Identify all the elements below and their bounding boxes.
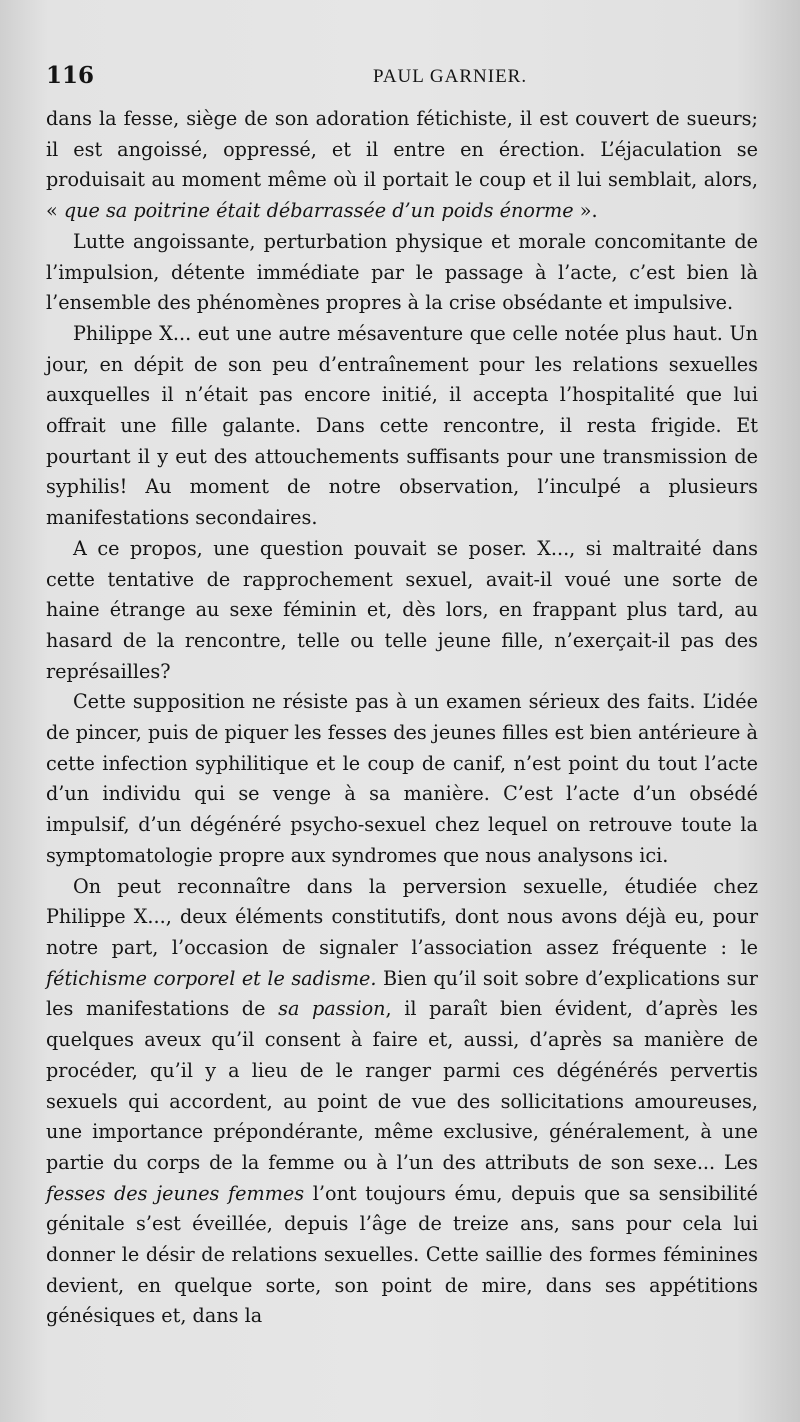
italic-run: que sa poitrine était débarrassée d’un poids énorme xyxy=(63,199,574,223)
italic-run: fesses des jeunes femmes xyxy=(46,1181,305,1205)
paragraph xyxy=(46,687,758,871)
page-header xyxy=(46,62,752,98)
paragraph xyxy=(46,319,758,534)
page-number: 116 xyxy=(46,62,95,89)
text-run: dans la fesse, siège de son adoration fétichiste, il est couvert de sueurs; il est angoissé, oppressé, et il entre en érection. L’éjaculation se produisait au moment même où il portait le coup et il lui semblait, alors, « xyxy=(46,107,758,223)
text-run: l’ont toujours ému, depuis que sa sensibilité génitale s’est éveillée, depuis l’âge de treize ans, sans pour cela lui donner le désir de relations sexuelles. Cette saillie des formes féminines devient, en quelque sorte, son point de mire, dans ses appétitions génésiques et, dans la xyxy=(46,1181,758,1328)
text-run: Cette supposition ne résiste pas à un examen sérieux des faits. L’idée de pincer, puis de piquer les fesses des jeunes filles est bien antérieure à cette infection syphilitique et le coup de canif, n’est point du tout l’acte d’un individu qui se venge à sa manière. C’est l’acte d’un obsédé impulsif, d’un dégénéré psycho-sexuel chez lequel on retrouve toute la symptomatologie propre aux syndromes que nous analysons ici. xyxy=(46,690,758,867)
running-head: PAUL GARNIER. xyxy=(373,66,528,87)
italic-run: fétichisme corporel et le sadisme. xyxy=(46,966,377,990)
text-run: Bien qu’il soit sobre d’explications sur les manifestations de xyxy=(46,966,758,1021)
text-run: Lutte angoissante, perturbation physique et morale concomitante de l’impulsion, détente immédiate par le passage à l’acte, c’est bien là l’ensemble des phénomènes propres à la crise obsédante et impulsive. xyxy=(46,229,758,315)
paragraph xyxy=(46,227,758,319)
text-run: On peut reconnaître dans la perversion sexuelle, étudiée chez Philippe X..., deux éléments constitutifs, dont nous avons déjà eu, pour notre part, l’occasion de signaler l’association assez fréquente : le xyxy=(46,874,758,959)
body-text xyxy=(46,104,758,1332)
paragraph xyxy=(46,872,758,1333)
text-run: Philippe X... eut une autre mésaventure que celle notée plus haut. Un jour, en dépit de son peu d’entraînement pour les relations sexuelles auxquelles il n’était pas encore initié, il accepta l’hospitalité que lui offrait une fille galante. Dans cette rencontre, il resta frigide. Et pourtant il y eut des attouchements suffisants pour une transmission de syphilis! Au moment de notre observation, l’inculpé a plusieurs manifestations secondaires. xyxy=(46,321,758,530)
text-run: , il paraît bien évident, d’après les quelques aveux qu’il consent à faire et, aussi, d’après sa manière de procéder, qu’il y a lieu de le ranger parmi ces dégénérés pervertis sexuels qui accordent, au point de vue des sollicitations amoureuses, une importance prépondérante, même exclusive, généralement, à une partie du corps de la femme ou à l’un des attributs de son sexe... Les xyxy=(46,997,758,1174)
paragraph xyxy=(46,534,758,688)
paragraph xyxy=(46,104,758,227)
text-run: A ce propos, une question pouvait se poser. X..., si maltraité dans cette tentative de rapprochement sexuel, avait-il voué une sorte de haine étrange au sexe féminin et, dès lors, en frappant plus tard, au hasard de la rencontre, telle ou telle jeune fille, n’exerçait-il pas des représailles? xyxy=(46,536,758,683)
italic-run: sa passion xyxy=(278,997,386,1021)
text-run: ». xyxy=(573,199,598,223)
